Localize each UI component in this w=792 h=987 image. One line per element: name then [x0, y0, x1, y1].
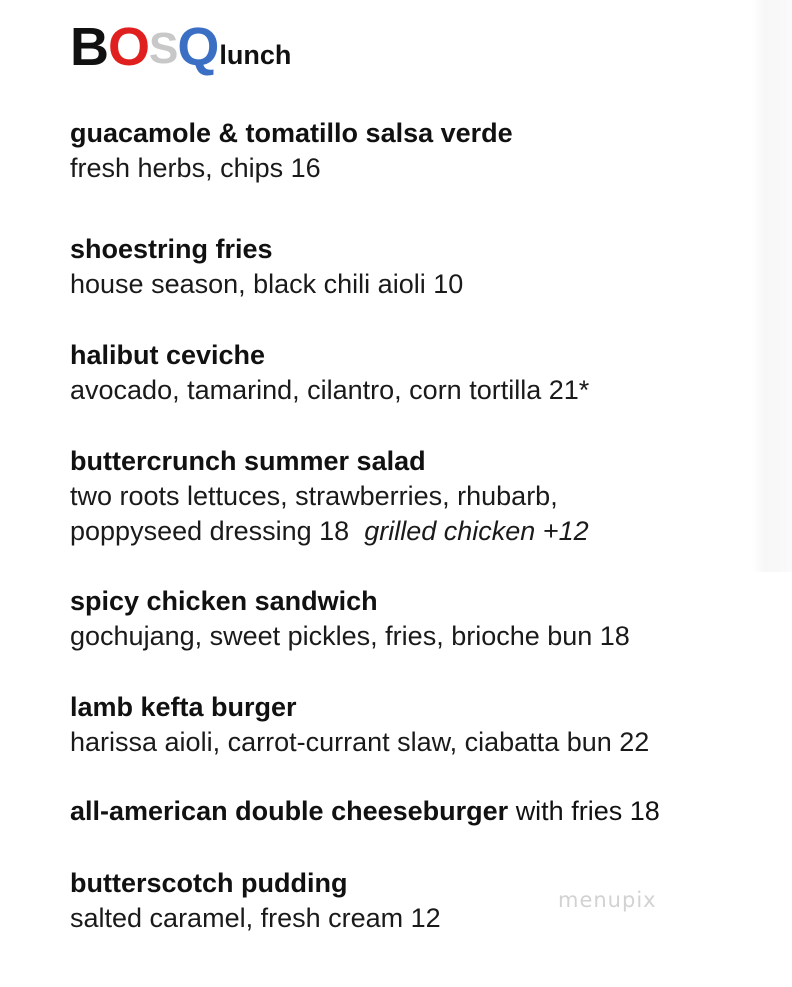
menu-item-description-cont: poppyseed dressing 18 — [70, 516, 350, 546]
menu-item-name: guacamole & tomatillo salsa verde — [70, 118, 513, 148]
logo-letter-o: O — [108, 17, 150, 77]
logo-letter-s: S — [149, 24, 178, 73]
menu-item-description: with fries 18 — [515, 796, 660, 826]
menu-item — [70, 338, 760, 408]
menu-item — [70, 444, 760, 549]
menu-item — [70, 794, 760, 829]
menu-item — [70, 232, 760, 302]
menu-item-description: avocado, tamarind, cilantro, corn tortilla 21* — [70, 375, 590, 405]
menu-item-description-line2 — [70, 514, 760, 549]
menupix-watermark: menupix — [558, 888, 657, 912]
menu-item — [70, 116, 760, 186]
menu-item-name: all-american double cheeseburger — [70, 796, 509, 826]
menu-item-description: gochujang, sweet pickles, fries, brioche bun 18 — [70, 621, 630, 651]
restaurant-logo — [70, 17, 292, 77]
logo-letter-q: Q — [177, 17, 219, 77]
logo-meal-label: lunch — [219, 40, 292, 70]
menu-item-description: two roots lettuces, strawberries, rhubarb, — [70, 481, 558, 511]
menu-item-description: fresh herbs, chips 16 — [70, 153, 321, 183]
menu-item — [70, 584, 760, 654]
menu-item-description: salted caramel, fresh cream 12 — [70, 903, 441, 933]
menu-item-name: buttercrunch summer salad — [70, 446, 426, 476]
logo-letter-b: B — [70, 17, 108, 77]
menu-item-addon: grilled chicken +12 — [364, 516, 589, 546]
menu-item-name: shoestring fries — [70, 234, 273, 264]
menu-item-name: lamb kefta burger — [70, 692, 297, 722]
menu-item-name: spicy chicken sandwich — [70, 586, 378, 616]
menu-item-name: halibut ceviche — [70, 340, 266, 370]
menu-item — [70, 690, 760, 760]
menu-item-description: harissa aioli, carrot-currant slaw, ciabatta bun 22 — [70, 727, 650, 757]
menu-item-description: house season, black chili aioli 10 — [70, 269, 464, 299]
menu-item-row — [70, 794, 760, 829]
menu-item-name: butterscotch pudding — [70, 868, 348, 898]
